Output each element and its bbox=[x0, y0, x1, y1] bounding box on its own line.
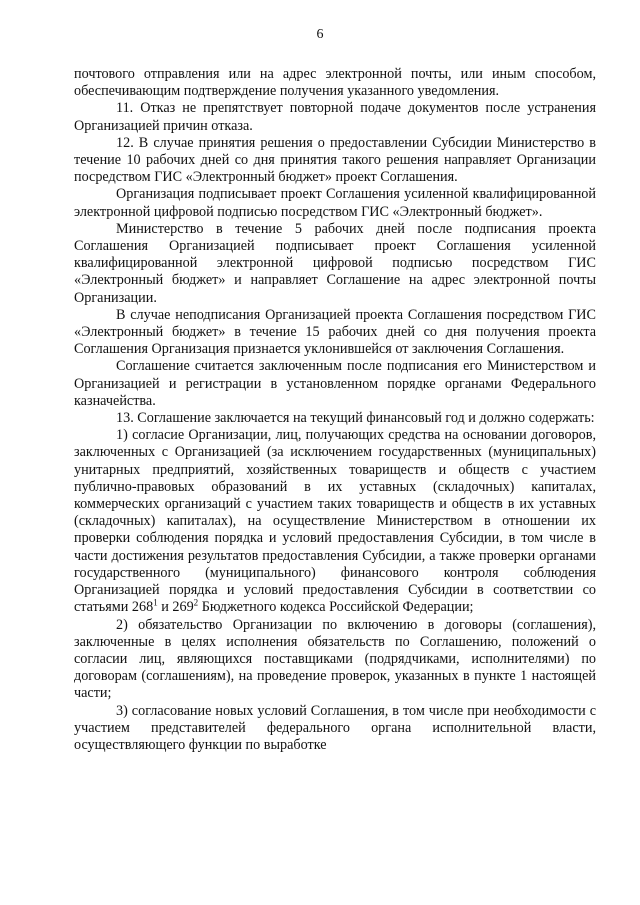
document-body bbox=[74, 66, 596, 754]
paragraph-item-11: 11. Отказ не препятствует повторной подаче документов после устранения Организацией причин отказа. bbox=[74, 100, 596, 134]
footnote-superscript: 2 bbox=[193, 597, 199, 608]
paragraph-non-signing: В случае неподписания Организацией проекта Соглашения посредством ГИС «Электронный бюджет» в течение 15 рабочих дней со дня получения проекта Соглашения Организация признается уклонившейся от заключения Соглашения. bbox=[74, 306, 596, 358]
paragraph-subitem-1 bbox=[74, 427, 596, 616]
paragraph-item-12: 12. В случае принятия решения о предоставлении Субсидии Министерство в течение 10 рабочих дней со дня принятия такого решения направляет Организации посредством ГИС «Электронный бюджет» проект Соглашения. bbox=[74, 134, 596, 186]
paragraph-subitem-3: 3) согласование новых условий Соглашения, в том числе при необходимости с участием представителей федерального органа исполнительной власти, осуществляющего функции по выработке bbox=[74, 702, 596, 753]
subitem-1-tail: Бюджетного кодекса Российской Федерации; bbox=[198, 599, 474, 616]
paragraph-continuation: почтового отправления или на адрес электронной почты, или иным способом, обеспечивающим подтверждение получения указанного уведомления. bbox=[74, 66, 596, 100]
paragraph-subitem-2: 2) обязательство Организации по включению в договоры (соглашения), заключенные в целях исполнения обязательств по Соглашению, положений о согласии лиц, являющихся поставщиками (подрядчиками, исполнителями) по договорам (соглашениям), на проведение проверок, указанных в пункте 1 настоящей части; bbox=[74, 616, 596, 702]
page-number: 6 bbox=[316, 27, 324, 42]
subitem-1-text: 1) согласие Организации, лиц, получающих средства на основании договоров, заключенных с Организацией (за исключением государственных (муниципальных) унитарных предприятий, хозяйственных товариществ и обществ с участием публично-правовых образований в их уставных (складочных) капиталах, коммерческих организаций с участием таких товариществ и обществ в их уставных (складочных) капиталах), на осуществление Министерством в отношении их проверки соблюдения порядка и условий предоставления Субсидии, в том числе в части достижения результатов предоставления Субсидии, а также проверки органами государственного (муниципального) финансового контроля соблюдения Организацией порядка и условий предоставления Субсидии в соответствии со статьями 268 bbox=[74, 427, 596, 616]
paragraph-agreement-concluded: Соглашение считается заключенным после подписания его Министерством и Организацией и регистрации в установленном порядке органами Федерального казначейства. bbox=[74, 358, 596, 409]
paragraph-ministry-signs: Министерство в течение 5 рабочих дней после подписания проекта Соглашения Организацией подписывает проект Соглашения усиленной квалифицированной электронной цифровой подписью посредством ГИС «Электронный бюджет» и направляет Соглашение на адрес электронной почты Организации. bbox=[74, 220, 596, 306]
paragraph-organization-signs: Организация подписывает проект Соглашения усиленной квалифицированной электронной цифровой подписью посредством ГИС «Электронный бюджет». bbox=[74, 186, 596, 220]
subitem-1-mid: и 269 bbox=[157, 599, 194, 616]
footnote-superscript: 1 bbox=[153, 597, 158, 608]
paragraph-item-13: 13. Соглашение заключается на текущий финансовый год и должно содержать: bbox=[116, 410, 595, 427]
